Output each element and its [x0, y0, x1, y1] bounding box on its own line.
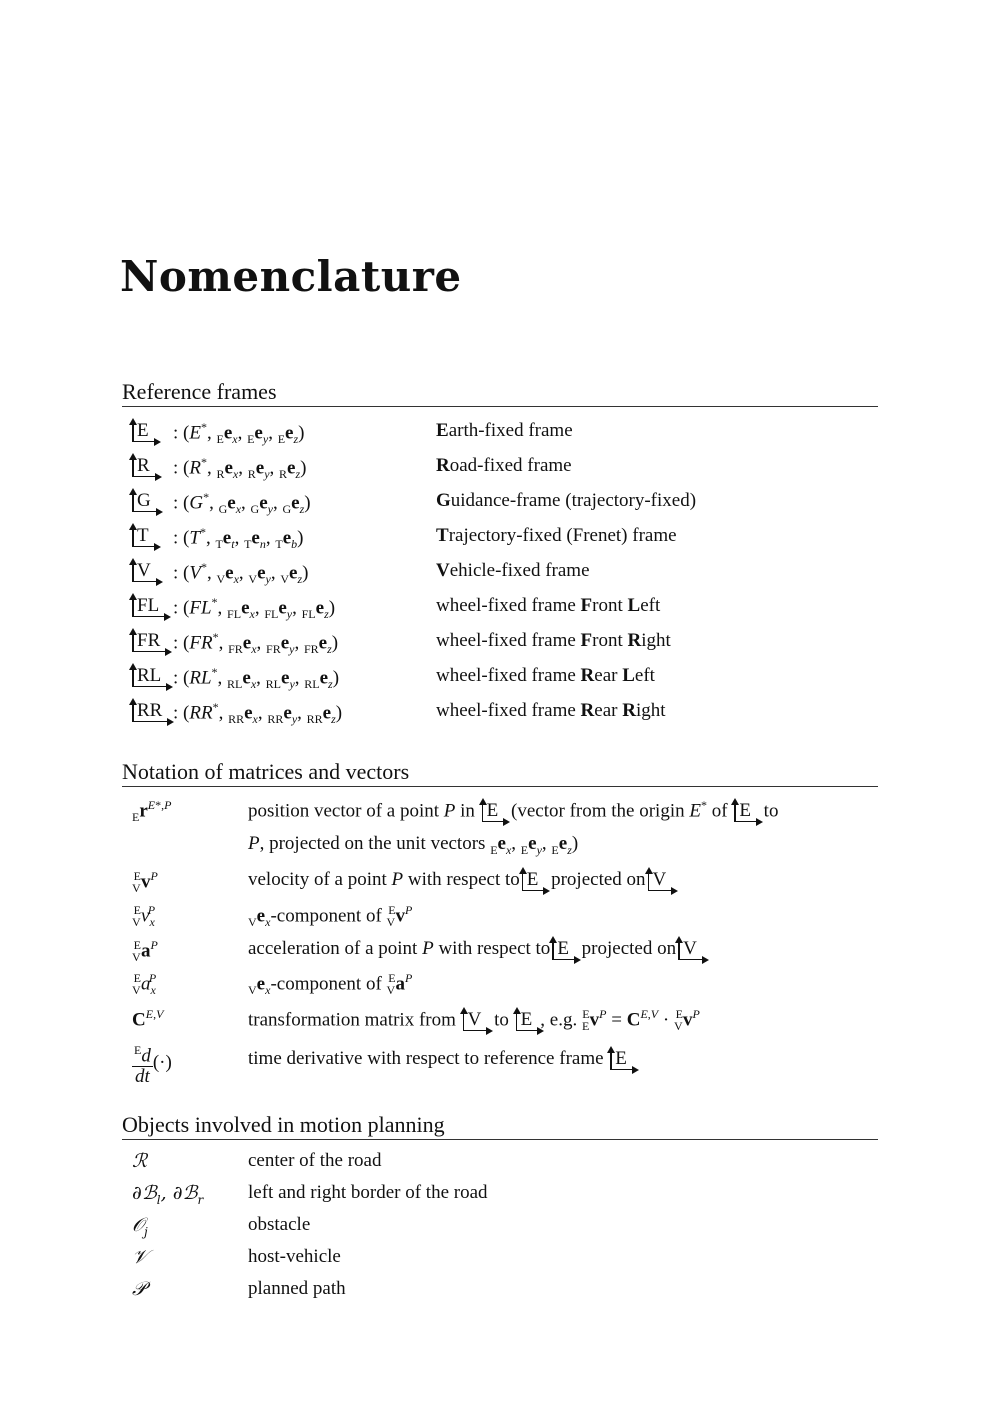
object-definition: obstacle	[248, 1214, 311, 1235]
frame-symbol	[130, 700, 170, 722]
acceleration-symbol: $_V^Ea^P$	[132, 938, 158, 965]
frame-symbol-icon: V	[130, 561, 157, 581]
object-symbol: 𝒫	[132, 1278, 146, 1300]
frame-definition: Guidance-frame (trajectory-fixed)	[436, 490, 697, 511]
frame-definition: wheel-fixed frame Front Right	[436, 630, 671, 651]
acceleration-definition: acceleration of a point P with respect to E projected on V	[248, 938, 705, 960]
frame-symbol-icon: FL	[130, 596, 165, 616]
transformation-symbol: $C^{E,V}$	[132, 1007, 164, 1031]
frame-symbol	[130, 630, 168, 652]
section-title: Reference frames	[122, 379, 878, 407]
velocity-x-definition: $_Ve_x$-component of $_V^Ev^P$	[248, 903, 413, 930]
frame-symbol-icon: E	[130, 421, 155, 441]
acceleration-x-definition: $_Ve_x$-component of $_V^Ea^P$	[248, 971, 413, 998]
section-reference-frames	[122, 379, 878, 407]
frame-symbol-icon: G	[130, 491, 157, 511]
frame-symbol-icon: R	[130, 456, 156, 476]
frame-symbol	[130, 490, 159, 512]
object-definition: center of the road	[248, 1150, 382, 1171]
object-symbol: 𝒪$_j$	[132, 1214, 148, 1239]
frame-tuple: : (FR*, $_{FR}e_x$, $_{FR}e_y$, $_{FR}e_z$)	[173, 630, 339, 657]
object-symbol: ∂ℬ$_l$, ∂ℬ$_r$	[132, 1182, 204, 1207]
frame-tuple: : (T*, $_Te_t$, $_Te_n$, $_Te_b$)	[173, 525, 304, 552]
frame-symbol	[130, 420, 157, 442]
object-symbol: ℛ	[132, 1150, 148, 1172]
frame-definition: Road-fixed frame	[436, 455, 572, 476]
frame-symbol-icon: RL	[130, 666, 167, 686]
frame-symbol-icon: FR	[130, 631, 166, 651]
frame-symbol	[130, 525, 157, 547]
velocity-x-symbol: $_V^Ev_x^P$	[132, 903, 156, 930]
frame-definition: wheel-fixed frame Rear Right	[436, 700, 666, 721]
frame-definition: wheel-fixed frame Rear Left	[436, 665, 655, 686]
frame-tuple: : (G*, $_Ge_x$, $_Ge_y$, $_Ge_z$)	[173, 490, 311, 517]
frame-definition: Trajectory-fixed (Frenet) frame	[436, 525, 677, 546]
section-title: Objects involved in motion planning	[122, 1112, 878, 1140]
velocity-symbol: $_V^Ev^P$	[132, 869, 158, 896]
frame-symbol	[130, 455, 158, 477]
frame-tuple: : (E*, $_Ee_x$, $_Ee_y$, $_Ee_z$)	[173, 420, 305, 447]
frame-symbol	[130, 595, 167, 617]
page-title: Nomenclature	[120, 252, 462, 301]
object-definition: left and right border of the road	[248, 1182, 488, 1203]
object-symbol: 𝒱	[132, 1246, 148, 1268]
velocity-definition: velocity of a point P with respect to E projected on V	[248, 869, 674, 891]
object-definition: host-vehicle	[248, 1246, 341, 1267]
frame-symbol	[130, 665, 169, 687]
frame-symbol-icon: T	[130, 526, 155, 546]
object-definition: planned path	[248, 1278, 346, 1299]
frame-symbol-icon: RR	[130, 701, 168, 721]
frame-tuple: : (FL*, $_{FL}e_x$, $_{FL}e_y$, $_{FL}e_z$)	[173, 595, 336, 622]
frame-symbol	[130, 560, 159, 582]
frame-definition: wheel-fixed frame Front Left	[436, 595, 661, 616]
section-objects	[122, 1112, 878, 1140]
section-title: Notation of matrices and vectors	[122, 759, 878, 787]
frame-tuple: : (RL*, $_{RL}e_x$, $_{RL}e_y$, $_{RL}e_z$)	[173, 665, 340, 692]
position-vector-symbol: $_Er^{E*,P}$	[132, 798, 172, 825]
frame-definition: Earth-fixed frame	[436, 420, 573, 441]
derivative-definition: time derivative with respect to reference frame E	[248, 1048, 635, 1070]
frame-tuple: : (RR*, $_{RR}e_x$, $_{RR}e_y$, $_{RR}e_z$)	[173, 700, 343, 727]
position-vector-definition: position vector of a point P in E (vector from the origin E* of E to	[248, 798, 778, 822]
transformation-definition: transformation matrix from V to E , e.g. $_E^Ev^P = C^{E,V} \cdot _V^Ev^P$	[248, 1007, 700, 1034]
derivative-symbol: $\frac{^Ed}{dt}$ (·)	[132, 1040, 172, 1087]
frame-tuple: : (R*, $_Re_x$, $_Re_y$, $_Re_z$)	[173, 455, 307, 482]
frame-definition: Vehicle-fixed frame	[436, 560, 590, 581]
acceleration-x-symbol: $_V^Ea_x^P$	[132, 971, 157, 998]
position-vector-definition-cont: P, projected on the unit vectors $_Ee_x$, $_Ee_y$, $_Ee_z$)	[248, 833, 579, 857]
frame-tuple: : (V*, $_Ve_x$, $_Ve_y$, $_Ve_z$)	[173, 560, 309, 587]
section-matrices-vectors	[122, 759, 878, 787]
